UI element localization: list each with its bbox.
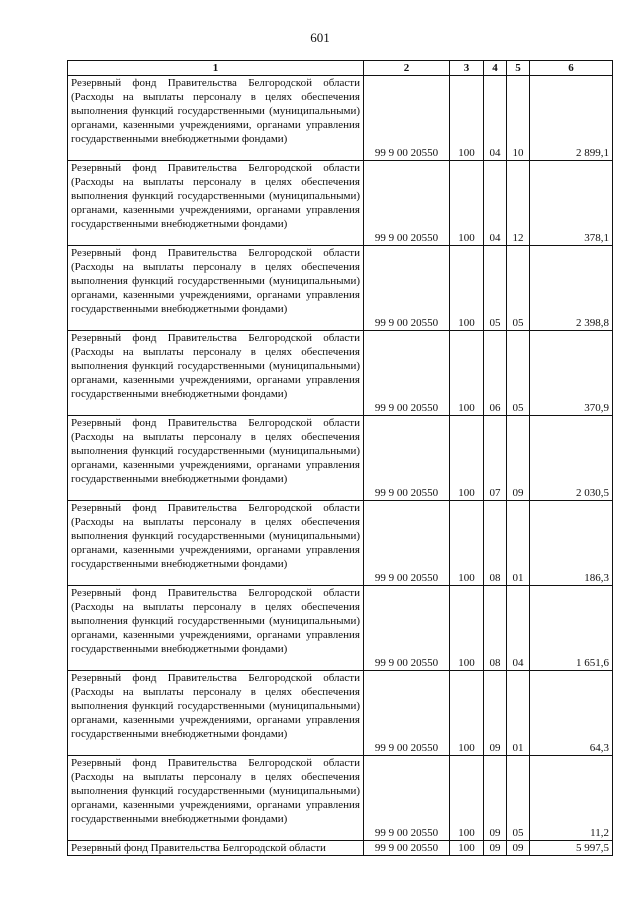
column-4-cell: 09 — [484, 756, 507, 841]
amount-cell: 11,2 — [530, 756, 613, 841]
header-cell-1: 1 — [68, 61, 364, 76]
column-3-cell: 100 — [450, 246, 484, 331]
desc-cell — [68, 161, 364, 246]
desc-text: Резервный фонд Правительства Белгородской области — [71, 842, 326, 854]
header-cell-5: 5 — [507, 61, 530, 76]
column-3-cell: 100 — [450, 756, 484, 841]
column-3-cell: 100 — [450, 331, 484, 416]
code-cell: 99 9 00 20550 — [364, 331, 450, 416]
column-5-cell: 09 — [507, 841, 530, 856]
column-5-cell: 01 — [507, 501, 530, 586]
table-row — [68, 246, 613, 331]
table-row — [68, 841, 613, 856]
amount-cell: 2 030,5 — [530, 416, 613, 501]
code-cell: 99 9 00 20550 — [364, 501, 450, 586]
column-3-cell: 100 — [450, 586, 484, 671]
code-cell: 99 9 00 20550 — [364, 586, 450, 671]
code-cell: 99 9 00 20550 — [364, 76, 450, 161]
desc-cell — [68, 76, 364, 161]
desc-cell — [68, 331, 364, 416]
amount-cell: 64,3 — [530, 671, 613, 756]
column-4-cell: 06 — [484, 331, 507, 416]
column-5-cell: 01 — [507, 671, 530, 756]
desc-cell — [68, 501, 364, 586]
desc-cell — [68, 586, 364, 671]
column-3-cell: 100 — [450, 161, 484, 246]
budget-table — [67, 60, 613, 856]
header-cell-3: 3 — [450, 61, 484, 76]
code-cell: 99 9 00 20550 — [364, 246, 450, 331]
desc-cell — [68, 841, 364, 856]
column-5-cell: 09 — [507, 416, 530, 501]
column-4-cell: 04 — [484, 76, 507, 161]
header-row — [68, 61, 613, 76]
amount-cell: 5 997,5 — [530, 841, 613, 856]
column-4-cell: 04 — [484, 161, 507, 246]
column-3-cell: 100 — [450, 76, 484, 161]
desc-cell — [68, 671, 364, 756]
table-row — [68, 416, 613, 501]
header-cell-2: 2 — [364, 61, 450, 76]
desc-text: Резервный фонд Правительства Белгородской области (Расходы на выплаты персоналу в целях обеспечения выполнения функций государственными (муниципальными) органами, казенными учреждениями, органами управления государственными внебюджетными фондами) — [71, 247, 360, 315]
table-row — [68, 76, 613, 161]
desc-text: Резервный фонд Правительства Белгородской области (Расходы на выплаты персоналу в целях обеспечения выполнения функций государственными (муниципальными) органами, казенными учреждениями, органами управления государственными внебюджетными фондами) — [71, 77, 360, 145]
header-cell-4: 4 — [484, 61, 507, 76]
column-5-cell: 12 — [507, 161, 530, 246]
column-5-cell: 04 — [507, 586, 530, 671]
header-cell-6: 6 — [530, 61, 613, 76]
column-4-cell: 08 — [484, 586, 507, 671]
desc-cell — [68, 756, 364, 841]
page-number: 601 — [310, 30, 330, 45]
amount-cell: 378,1 — [530, 161, 613, 246]
desc-text: Резервный фонд Правительства Белгородской области (Расходы на выплаты персоналу в целях обеспечения выполнения функций государственными (муниципальными) органами, казенными учреждениями, органами управления государственными внебюджетными фондами) — [71, 502, 360, 570]
amount-cell: 2 899,1 — [530, 76, 613, 161]
column-5-cell: 05 — [507, 756, 530, 841]
column-3-cell: 100 — [450, 841, 484, 856]
column-5-cell: 05 — [507, 331, 530, 416]
column-5-cell: 10 — [507, 76, 530, 161]
amount-cell: 186,3 — [530, 501, 613, 586]
desc-cell — [68, 416, 364, 501]
desc-text: Резервный фонд Правительства Белгородской области (Расходы на выплаты персоналу в целях обеспечения выполнения функций государственными (муниципальными) органами, казенными учреждениями, органами управления государственными внебюджетными фондами) — [71, 587, 360, 655]
amount-cell: 1 651,6 — [530, 586, 613, 671]
desc-text: Резервный фонд Правительства Белгородской области (Расходы на выплаты персоналу в целях обеспечения выполнения функций государственными (муниципальными) органами, казенными учреждениями, органами управления государственными внебюджетными фондами) — [71, 417, 360, 485]
table-row — [68, 671, 613, 756]
code-cell: 99 9 00 20550 — [364, 841, 450, 856]
table-row — [68, 161, 613, 246]
table-row — [68, 586, 613, 671]
desc-text: Резервный фонд Правительства Белгородской области (Расходы на выплаты персоналу в целях обеспечения выполнения функций государственными (муниципальными) органами, казенными учреждениями, органами управления государственными внебюджетными фондами) — [71, 332, 360, 400]
desc-text: Резервный фонд Правительства Белгородской области (Расходы на выплаты персоналу в целях обеспечения выполнения функций государственными (муниципальными) органами, казенными учреждениями, органами управления государственными внебюджетными фондами) — [71, 757, 360, 825]
table-row — [68, 331, 613, 416]
desc-text: Резервный фонд Правительства Белгородской области (Расходы на выплаты персоналу в целях обеспечения выполнения функций государственными (муниципальными) органами, казенными учреждениями, органами управления государственными внебюджетными фондами) — [71, 672, 360, 740]
code-cell: 99 9 00 20550 — [364, 161, 450, 246]
code-cell: 99 9 00 20550 — [364, 756, 450, 841]
table-row — [68, 501, 613, 586]
column-4-cell: 05 — [484, 246, 507, 331]
desc-text: Резервный фонд Правительства Белгородской области (Расходы на выплаты персоналу в целях обеспечения выполнения функций государственными (муниципальными) органами, казенными учреждениями, органами управления государственными внебюджетными фондами) — [71, 162, 360, 230]
code-cell: 99 9 00 20550 — [364, 671, 450, 756]
column-3-cell: 100 — [450, 501, 484, 586]
column-4-cell: 08 — [484, 501, 507, 586]
column-4-cell: 07 — [484, 416, 507, 501]
column-3-cell: 100 — [450, 671, 484, 756]
amount-cell: 370,9 — [530, 331, 613, 416]
column-5-cell: 05 — [507, 246, 530, 331]
amount-cell: 2 398,8 — [530, 246, 613, 331]
code-cell: 99 9 00 20550 — [364, 416, 450, 501]
column-4-cell: 09 — [484, 841, 507, 856]
table-row — [68, 756, 613, 841]
desc-cell — [68, 246, 364, 331]
column-3-cell: 100 — [450, 416, 484, 501]
column-4-cell: 09 — [484, 671, 507, 756]
